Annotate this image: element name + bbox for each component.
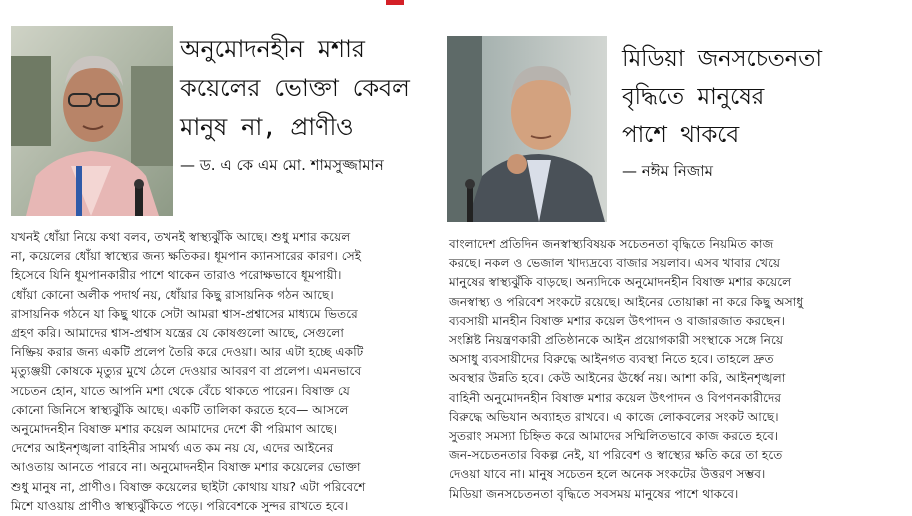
body-line: বিরুদ্ধে অভিযান অব্যাহত রাখবে। এ কাজে লোকবলের সংকট আছে। xyxy=(449,409,779,424)
body-line: ব্যবসায়ী মানহীন বিষাক্ত মশার কয়েল উৎপাদন ও বাজারজাত করছেন। xyxy=(449,313,785,328)
body-line: জন-সচেতনতার বিকল্প নেই, যা পরিবেশ ও স্বাস্থ্যের ক্ষতি করে তা হতে xyxy=(449,448,783,463)
body-line: দেওয়া যাবে না। মানুষ সচেতন হলে অনেক সংকটের উত্তরণ সম্ভব। xyxy=(449,467,766,482)
body-line: আওতায় আনতে পারবে না। অনুমোদনহীন বিষাক্ত মশার কয়েলের ভোক্তা xyxy=(11,460,361,475)
left-article-byline: — ড. এ কে এম মো. শামসুজ্জামান xyxy=(180,156,384,174)
headline-line: মানুষ না, প্রাণীও xyxy=(180,113,354,141)
body-line: বাহিনী অনুমোদনহীন বিষাক্ত মশার কয়েল উৎপাদন ও বিপণনকারীদের xyxy=(449,390,782,405)
left-article-body xyxy=(11,228,365,516)
body-line: সুতরাং সমস্যা চিহ্নিত করে আমাদের সম্মিলিতভাবে কাজ করতে হবে। xyxy=(449,429,779,444)
headline-line: মিডিয়া জনসচেতনতা xyxy=(622,46,822,72)
body-line: সংশ্লিষ্ট নিয়ন্ত্রণকারী প্রতিষ্ঠানকে আইন প্রয়োগকারী সংস্থাকে সঙ্গে নিয়ে xyxy=(449,333,784,348)
body-line: রাসায়নিক গঠনে যা কিছু থাকে সেটা আমরা শ্বাস-প্রশ্বাসের মাধ্যমে ভিতরে xyxy=(11,306,358,321)
body-line: মিডিয়া জনসচেতনতা বৃদ্ধিতে সবসময় মানুষের পাশে থাকবে। xyxy=(449,486,739,501)
body-line: করছে। নকল ও ভেজাল খাদ্যদ্রব্যে বাজার সয়লাব। এসব খাবার খেয়ে xyxy=(449,256,781,271)
headline-line: অনুমোদনহীন মশার xyxy=(180,35,365,63)
red-accent-mark xyxy=(386,0,404,5)
headline-line: কয়েলের ভোক্তা কেবল xyxy=(180,74,410,102)
body-line: গ্রহণ করি। আমাদের শ্বাস-প্রশ্বাস যন্ত্রের যে কোষগুলো আছে, সেগুলো xyxy=(11,326,344,341)
portrait-photo-icon xyxy=(447,36,607,222)
body-line: অনুমোদনহীন বিষাক্ত মশার কয়েল আমাদের দেশে কী পরিমাণ আছে। xyxy=(11,422,338,437)
body-line: মিশে যাওয়ায় প্রাণীও স্বাস্থ্যঝুঁকিতে পড়ে। পরিবেশকে সুন্দর রাখতে হবে। xyxy=(11,498,349,513)
right-article-body xyxy=(449,235,803,504)
body-line: মানুষের স্বাস্থ্যঝুঁকি বাড়ছে। অন্যদিকে অনুমোদনহীন বিষাক্ত মশার কয়েলে xyxy=(449,275,792,290)
headline-line: বৃদ্ধিতে মানুষের xyxy=(622,84,764,110)
body-line: ধোঁয়া কোনো অলীক পদার্থ নয়, ধোঁয়ার কিছু রাসায়নিক গঠন আছে। xyxy=(11,287,334,302)
body-line: নিষ্ক্রিয় করার জন্য একটি প্রলেপ তৈরি করে দেওয়া। আর এটা হচ্ছে একটি xyxy=(11,345,364,360)
left-article-headline xyxy=(180,30,410,147)
right-article-photo xyxy=(447,36,607,222)
body-line: হিসেবে যিনি ধূমপানকারীর পাশে থাকেন তারাও পরোক্ষভাবে ধূমপায়ী। xyxy=(11,268,342,283)
body-line: কোনো জিনিসে স্বাস্থ্যঝুঁকি আছে। একটি তালিকা করতে হবে— আসলে xyxy=(11,402,349,417)
body-line: সচেতন হোন, যাতে আপনি মশা থেকে বেঁচে থাকতে পারেন। বিষাক্ত যে xyxy=(11,383,350,398)
right-article-byline: — নঈম নিজাম xyxy=(622,162,713,180)
body-line: অবস্থার উন্নতি হবে। কেউ আইনের ঊর্ধ্বে নয়। আশা করি, আইনশৃঙ্খলা xyxy=(449,371,786,386)
body-line: মৃত্যুঞ্জয়ী কোষকে মৃত্যুর মুখে ঠেলে দেওয়ার আবরণ বা প্রলেপ। এমনভাবে xyxy=(11,364,362,379)
body-line: না, কয়েলের ধোঁয়া স্বাস্থ্যের জন্য ক্ষতিকর। ধূমপান ক্যানসারের কারণ। সেই xyxy=(11,249,362,264)
body-line: দেশের আইনশৃঙ্খলা বাহিনীর সামর্থ্য এত কম নয় যে, এদের আইনের xyxy=(11,441,334,456)
body-line: যখনই ধোঁয়া নিয়ে কথা বলব, তখনই স্বাস্থ্যঝুঁকি আছে। শুধু মশার কয়েল xyxy=(11,230,351,244)
body-line: শুধু মানুষ না, প্রাণীও। বিষাক্ত কয়েলের ছাইটা কোথায় যায়? এটা পরিবেশে xyxy=(11,479,366,494)
body-line: অসাধু ব্যবসায়ীদের বিরুদ্ধে আইনগত ব্যবস্থা নিতে হবে। তাহলে দ্রুত xyxy=(449,352,774,367)
headline-line: পাশে থাকবে xyxy=(622,122,739,148)
body-line: জনস্বাস্থ্য ও পরিবেশ সংকটে রয়েছে। আইনের তোয়াক্কা না করে কিছু অসাধু xyxy=(449,294,804,309)
left-article-photo xyxy=(11,26,173,216)
portrait-photo-icon xyxy=(11,26,173,216)
body-line: বাংলাদেশ প্রতিদিন জনস্বাস্থ্যবিষয়ক সচেতনতা বৃদ্ধিতে নিয়মিত কাজ xyxy=(449,237,774,251)
right-article-headline xyxy=(622,40,822,154)
